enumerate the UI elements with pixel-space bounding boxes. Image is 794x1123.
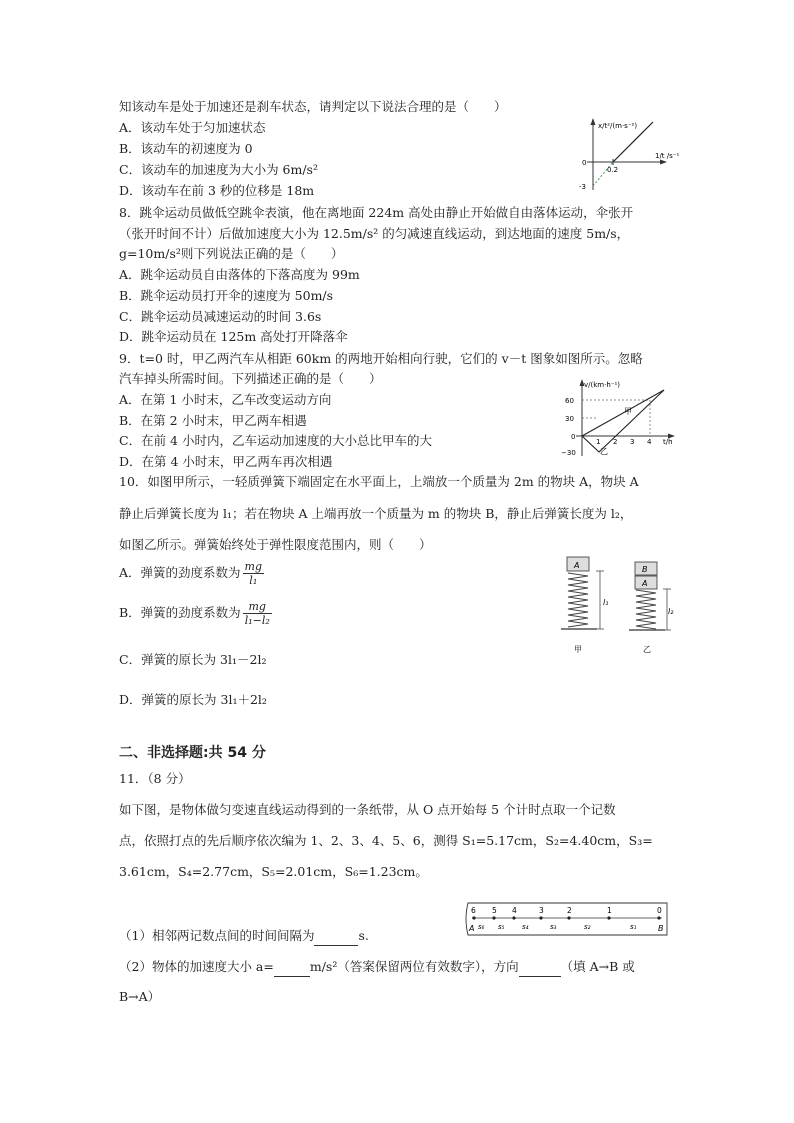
- svg-text:B: B: [642, 565, 648, 574]
- q9-y-tick-neg30: −30: [561, 449, 576, 457]
- svg-text:A: A: [574, 561, 580, 570]
- svg-text:s₂: s₂: [584, 923, 591, 931]
- q8-option-b[interactable]: B．跳伞运动员打开伞的速度为 50m/s: [119, 288, 334, 303]
- q9-option-d[interactable]: D．在第 4 小时末，甲乙两车再次相遇: [119, 454, 333, 469]
- q10-caption-jia: 甲: [574, 645, 582, 654]
- q10-spring-yi: [636, 590, 656, 629]
- q9-y-tick-60: 60: [565, 397, 574, 405]
- q9-option-c[interactable]: C．在前 4 小时内，乙车运动加速度的大小总比甲车的大: [119, 433, 432, 448]
- q8-line-3: g=10m/s²则下列说法正确的是（ ）: [119, 246, 344, 261]
- q7-origin: 0: [582, 159, 587, 167]
- q10-a-numerator: mg: [244, 560, 263, 573]
- q10-option-c[interactable]: C．弹簧的原长为 3l₁－2l₂: [119, 652, 267, 667]
- q11-answer-blank-1[interactable]: [314, 927, 358, 946]
- section-2-title: 二、非选择题:共 54 分: [119, 745, 266, 761]
- q7-option-b[interactable]: B．该动车的初速度为 0: [119, 141, 253, 156]
- q8-option-d[interactable]: D．跳伞运动员在 125m 高处打开降落伞: [119, 329, 348, 344]
- q11-answer-blank-3[interactable]: [519, 958, 561, 977]
- q9-xlabel: t/h: [663, 438, 673, 446]
- q8-option-a[interactable]: A．跳伞运动员自由落体的下落高度为 99m: [119, 267, 360, 282]
- svg-text:A: A: [642, 579, 648, 588]
- q9-line-yi: [582, 390, 664, 452]
- q10-option-b-text: B．弹簧的劲度系数为: [119, 605, 241, 620]
- q11-part-2-end: B→A）: [119, 989, 161, 1004]
- q11-line-2: 点，依照打点的先后顺序依次编为 1、2、3、4、5、6，测得 S₁=5.17cm，S₂=4.40cm，S₃=: [119, 833, 653, 848]
- q10-line-1: 10．如图甲所示，一轻质弹簧下端固定在水平面上，上端放一个质量为 2m 的物块 A，物块 A: [119, 474, 639, 489]
- q7-option-d[interactable]: D．该动车在前 3 秒的位移是 18m: [119, 183, 315, 198]
- q10-a-denominator: l₁: [249, 574, 258, 587]
- q9-vt-graph: [560, 378, 680, 458]
- q10-b-denominator: l₁−l₂: [244, 614, 270, 627]
- q9-x-tick-1: 1: [596, 438, 601, 446]
- q10-spring-jia: [568, 573, 588, 627]
- q7-graph: [565, 116, 680, 194]
- q9-y-tick-0: 0: [571, 433, 576, 441]
- q9-option-b[interactable]: B．在第 2 小时末，甲乙两车相遇: [119, 413, 307, 428]
- q7-option-a[interactable]: A．该动车处于匀加速状态: [119, 120, 266, 135]
- svg-text:3: 3: [539, 906, 544, 915]
- q8-line-2: （张开时间不计）后做加速度大小为 12.5m/s² 的匀减速直线运动，到达地面的速度 5m/s，: [119, 226, 630, 241]
- q10-option-a-fraction: [243, 560, 264, 587]
- q11-part-1: （1）相邻两记数点间的时间间隔为 s.: [119, 927, 369, 946]
- q10-option-d[interactable]: D．弹簧的原长为 3l₁＋2l₂: [119, 692, 267, 707]
- q10-b-numerator: mg: [243, 600, 272, 614]
- q10-option-a-text: A．弹簧的劲度系数为: [119, 565, 241, 580]
- q9-line-2: 汽车掉头所需时间。下列描述正确的是（ ）: [119, 371, 382, 386]
- q10-line-3: 如图乙所示。弹簧始终处于弹性限度范围内，则（ ）: [119, 537, 432, 552]
- q9-x-tick-4: 4: [647, 438, 652, 446]
- q11-line-3: 3.61cm，S₄=2.77cm，S₅=2.01cm，S₆=1.23cm。: [119, 864, 428, 879]
- q9-line-1: 9．t=0 时，甲乙两汽车从相距 60km 的两地开始相向行驶，它们的 v－t 图象如图所示。忽略: [119, 351, 643, 366]
- q7-x-tick: 0.2: [607, 166, 619, 174]
- q8-line-1: 8．跳伞运动员做低空跳伞表演，他在离地面 224m 高处由静止开始做自由落体运动，伞张开: [119, 205, 634, 220]
- q11-head: 11．（8 分）: [119, 771, 191, 786]
- svg-text:l₂: l₂: [668, 607, 674, 616]
- svg-text:s₄: s₄: [522, 923, 529, 931]
- q11-part-2: （2）物体的加速度大小 a= m/s²（答案保留两位有效数字），方向 （填 A→B 或: [119, 958, 635, 977]
- q7-xlabel: 1/t /s⁻¹: [655, 152, 680, 160]
- svg-text:s₃: s₃: [550, 923, 557, 931]
- svg-text:0: 0: [657, 906, 662, 915]
- q9-ylabel: v/(km·h⁻¹): [584, 381, 620, 389]
- svg-text:l₁: l₁: [603, 598, 609, 607]
- svg-text:2: 2: [567, 906, 572, 915]
- q10-option-a[interactable]: [119, 560, 264, 587]
- svg-text:s₅: s₅: [498, 923, 505, 931]
- q11-paper-tape: [462, 900, 670, 938]
- q9-label-jia: 甲: [624, 407, 632, 416]
- q10-line-2: 静止后弹簧长度为 l₁；若在物块 A 上端再放一个质量为 m 的物块 B，静止后弹簧长度为 l₂，: [119, 506, 633, 521]
- q10-spring-figure: [555, 552, 680, 658]
- q9-option-a[interactable]: A．在第 1 小时末，乙车改变运动方向: [119, 392, 332, 407]
- svg-text:4: 4: [512, 906, 517, 915]
- q9-y-tick-30: 30: [565, 415, 574, 423]
- svg-text:s₆: s₆: [478, 923, 485, 931]
- q11-tape-end-b: B: [658, 924, 664, 933]
- q10-option-b[interactable]: [119, 600, 272, 627]
- q11-answer-blank-2[interactable]: [274, 958, 310, 977]
- q7-ylabel: x/t²/(m·s⁻²): [598, 122, 638, 130]
- svg-text:1: 1: [607, 906, 612, 915]
- q9-label-yi: 乙: [600, 447, 608, 456]
- q10-option-b-fraction: [243, 600, 272, 627]
- q8-option-c[interactable]: C．跳伞运动员减速运动的时间 3.6s: [119, 309, 322, 324]
- q11-tape-end-a: A: [469, 924, 475, 933]
- q10-caption-yi: 乙: [643, 645, 651, 654]
- svg-text:s₁: s₁: [630, 923, 637, 931]
- q7-y-tick: -3: [579, 183, 586, 191]
- q9-x-tick-3: 3: [630, 438, 635, 446]
- svg-text:6: 6: [471, 906, 476, 915]
- q9-x-tick-2: 2: [613, 438, 618, 446]
- svg-text:5: 5: [492, 906, 497, 915]
- q7-stem: 知该动车是处于加速还是刹车状态，请判定以下说法合理的是（ ）: [119, 99, 507, 114]
- q7-option-c[interactable]: C．该动车的加速度为大小为 6m/s²: [119, 162, 318, 177]
- q11-line-1: 如下图，是物体做匀变速直线运动得到的一条纸带，从 O 点开始每 5 个计时点取一个记数: [119, 802, 616, 817]
